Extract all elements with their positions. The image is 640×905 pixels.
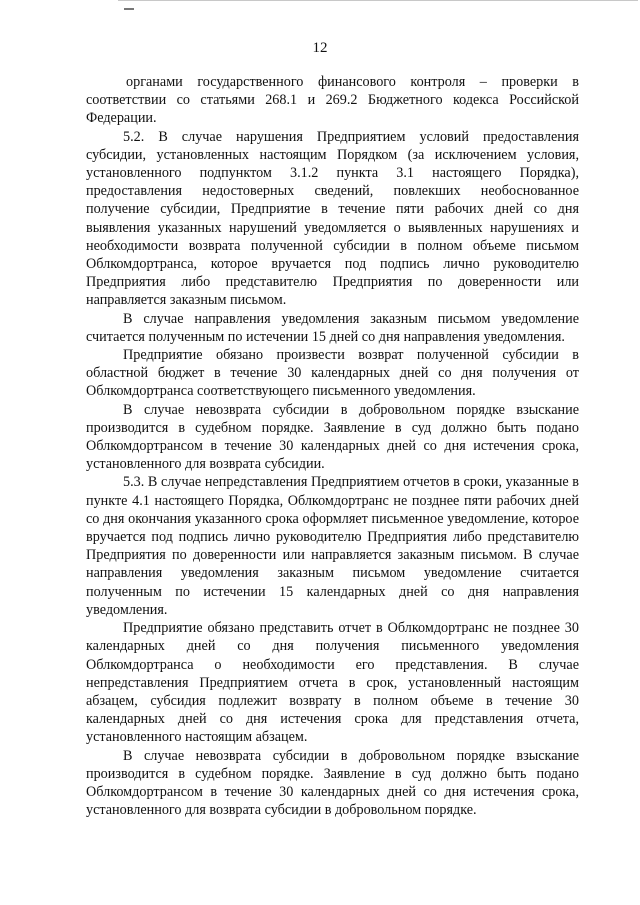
paragraph-continuation: органами государственного финансового контроля – проверки в соответствии со статьями 268.1 и 269.2 Бюджетного кодекса Российской Федерации. — [86, 74, 579, 127]
paragraph-court-recovery-voluntary: В случае невозврата субсидии в добровольном порядке взыскание производится в судебном порядке. Заявление в суд должно быть подано Облкомдортрансом в течение 30 календарных дней со дня истечения срока, установленного для возврата субсидии в добровольном порядке. — [86, 747, 579, 819]
scan-mark — [124, 8, 134, 10]
paragraph-5-3: 5.3. В случае непредставления Предприятием отчетов в сроки, указанные в пункте 4.1 настоящего Порядка, Облкомдортранс не позднее пяти рабочих дней со дня окончания указанного срока оформляет письменное уведомление, которое вручается под подпись лично руководителю Предприятия либо представителю Предприятия по доверенности или направляется заказным письмом. В случае направления уведомления заказным письмом уведомление считается полученным по истечении 15 календарных дней со дня направления уведомления. — [86, 474, 579, 618]
document-body — [86, 73, 579, 819]
page-number: 12 — [312, 40, 328, 56]
paragraph-refund-obligation: Предприятие обязано произвести возврат полученной субсидии в областной бюджет в течение 30 календарных дней со дня получения от Облкомдортранса соответствующего письменного уведомления. — [86, 347, 579, 400]
paragraph-report-obligation: Предприятие обязано представить отчет в Облкомдортранс не позднее 30 календарных дней со дня получения письменного уведомления Облкомдортранса о необходимости его представления. В случае непредставления Предприятием отчета в срок, установленный настоящим абзацем, субсидия подлежит возврату в полном объеме в течение 30 календарных дней со дня истечения срока для представления отчета, установленного настоящим абзацем. — [86, 620, 579, 746]
paragraph-court-recovery: В случае невозврата субсидии в добровольном порядке взыскание производится в судебном порядке. Заявление в суд должно быть подано Облкомдортрансом в течение 30 календарных дней со дня истечения срока, установленного для возврата субсидии. — [86, 401, 579, 473]
paragraph-5-2: 5.2. В случае нарушения Предприятием условий предоставления субсидии, установленных настоящим Порядком (за исключением условия, установленного подпунктом 3.1.2 пункта 3.1 настоящего Порядка), предоставления недостоверных сведений, повлекших необоснованное получение субсидии, Предприятие в течение пяти рабочих дней со дня выявления указанных нарушений уведомляется о выявленных нарушениях и необходимости возврата полученной субсидии в полном объеме письмом Облкомдортранса, которое вручается под подпись лично руководителю Предприятия либо представителю Предприятия по доверенности или направляется заказным письмом. — [86, 128, 579, 309]
paragraph-notice-by-mail: В случае направления уведомления заказным письмом уведомление считается полученным по истечении 15 дней со дня направления уведомления. — [86, 310, 579, 345]
top-scan-edge — [118, 0, 638, 5]
